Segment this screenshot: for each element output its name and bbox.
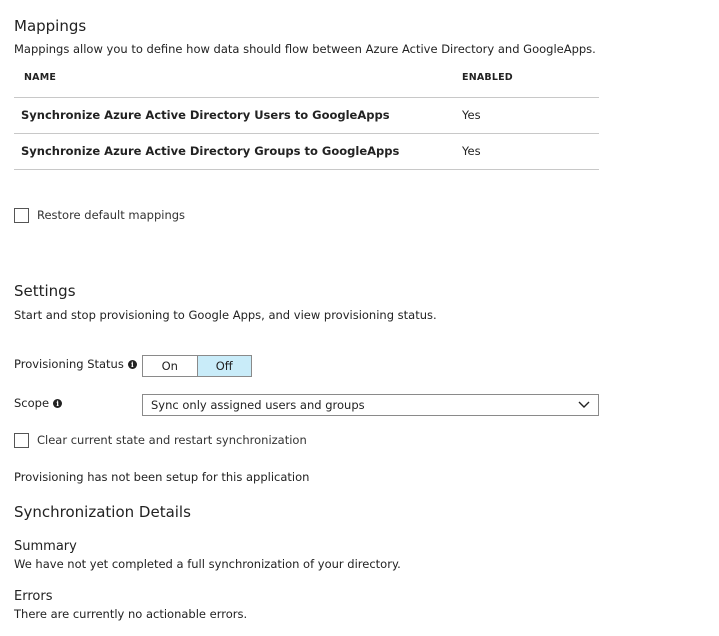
clear-state-row [14,431,307,449]
clear-state-checkbox[interactable] [14,433,29,448]
clear-state-label: Clear current state and restart synchronization [37,433,307,447]
restore-default-mappings-checkbox[interactable] [14,208,29,223]
errors-text: There are currently no actionable errors. [14,607,248,621]
scope-dropdown[interactable] [142,394,599,416]
scope-selected-value: Sync only assigned users and groups [151,398,365,412]
column-header-name: NAME [24,72,57,83]
errors-title: Errors [14,589,53,604]
mapping-name[interactable]: Synchronize Azure Active Directory Groups to GoogleApps [21,144,400,158]
column-header-enabled: ENABLED [462,72,513,83]
provisioning-status-text: Provisioning Status [14,357,124,371]
not-setup-message: Provisioning has not been setup for this application [14,470,310,484]
settings-title: Settings [14,282,76,300]
restore-default-mappings-label: Restore default mappings [37,208,186,222]
summary-title: Summary [14,539,77,554]
summary-text: We have not yet completed a full synchronization of your directory. [14,557,401,571]
chevron-down-icon [578,400,590,410]
mapping-name[interactable]: Synchronize Azure Active Directory Users to GoogleApps [21,108,390,122]
table-row[interactable] [14,134,599,170]
provisioning-status-toggle[interactable] [142,355,252,377]
scope-label [14,396,62,410]
sync-details-title: Synchronization Details [14,503,191,521]
mappings-description: Mappings allow you to define how data should flow between Azure Active Directory and GoogleApps. [14,42,596,56]
mapping-enabled: Yes [462,108,481,122]
scope-label-text: Scope [14,396,50,410]
settings-description: Start and stop provisioning to Google Apps, and view provisioning status. [14,308,437,322]
toggle-off-option[interactable]: Off [197,356,252,376]
mappings-table [14,64,599,170]
toggle-on-option[interactable]: On [161,359,178,373]
mapping-enabled: Yes [462,144,481,158]
info-icon[interactable]: i [128,360,137,369]
table-row[interactable] [14,98,599,134]
provisioning-status-label [14,357,137,371]
info-icon[interactable]: i [53,399,62,408]
table-header [14,64,599,98]
mappings-title: Mappings [14,17,87,35]
restore-default-mappings-row [14,206,185,224]
